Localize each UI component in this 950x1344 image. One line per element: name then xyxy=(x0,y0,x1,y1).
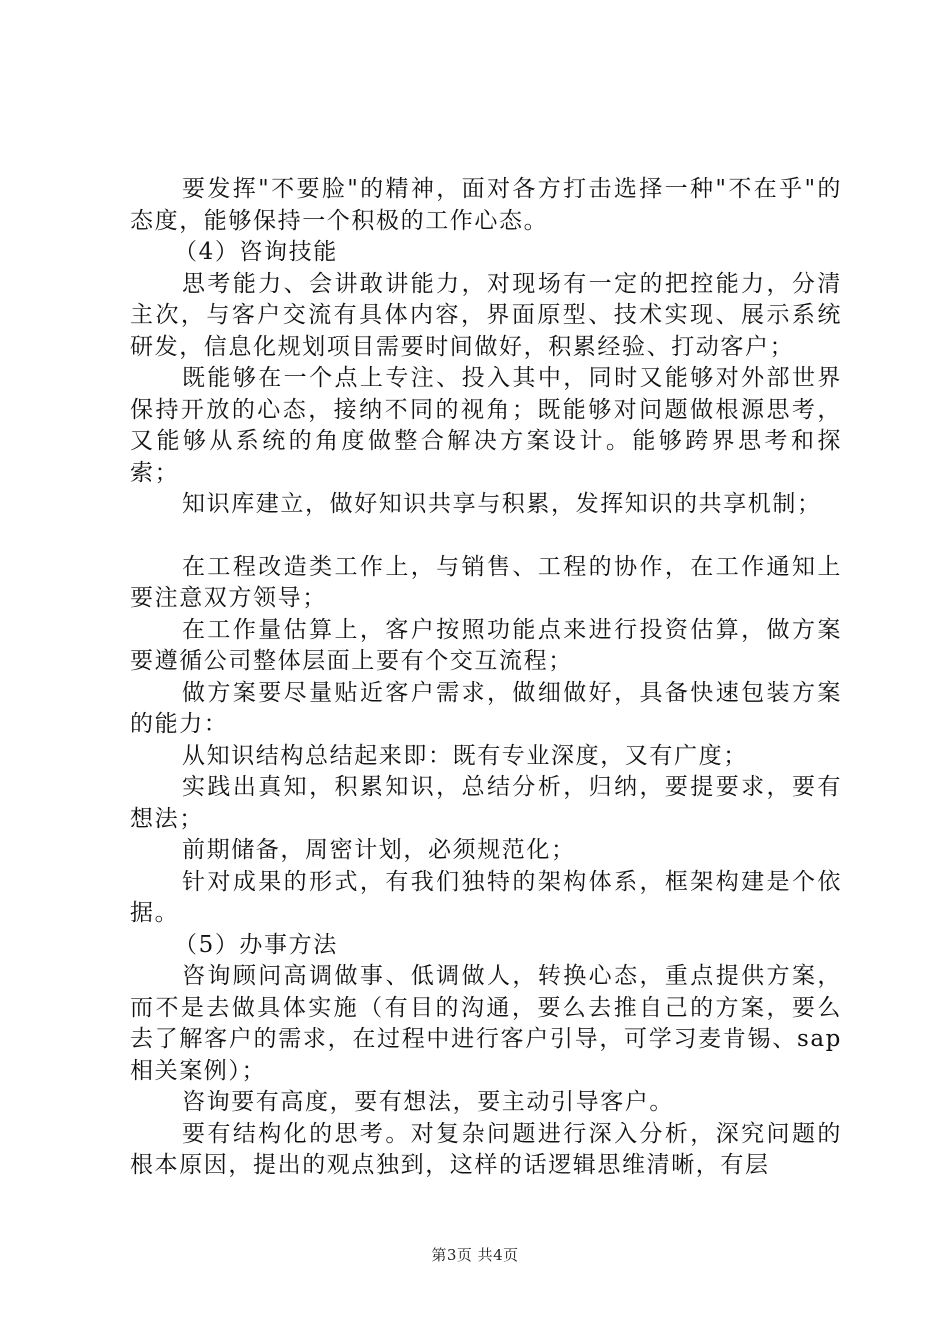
paragraph-framework: 针对成果的形式，有我们独特的架构体系，框架构建是个依据。 xyxy=(130,868,842,926)
paragraph-engineering-collab: 在工程改造类工作上，与销售、工程的协作，在工作通知上要注意双方领导； xyxy=(130,553,842,611)
paragraph-client-needs: 做方案要尽量贴近客户需求，做细做好，具备快速包装方案的能力： xyxy=(130,679,842,737)
paragraph-focus-openness: 既能够在一个点上专注、投入其中，同时又能够对外部世界保持开放的心态，接纳不同的视角；既能够对问题做根源思考，又能够从系统的角度做整合解决方案设计。能够跨界思考和探索； xyxy=(130,365,842,486)
section-heading-consulting-skills: （4）咨询技能 xyxy=(174,239,338,265)
paragraph-knowledge-base: 知识库建立，做好知识共享与积累，发挥知识的共享机制； xyxy=(182,491,822,517)
paragraph-preparation: 前期储备，周密计划，必须规范化； xyxy=(182,837,576,863)
paragraph-structured-thinking: 要有结构化的思考。对复杂问题进行深入分析，深究问题的根本原因，提出的观点独到，这样的话逻辑思维清晰，有层 xyxy=(130,1120,842,1178)
paragraph-practice: 实践出真知，积累知识，总结分析，归纳，要提要求，要有想法； xyxy=(130,774,842,832)
document-body xyxy=(130,174,842,1182)
paragraph-thinking-ability: 思考能力、会讲敢讲能力，对现场有一定的把控能力，分清主次，与客户交流有具体内容，界面原型、技术实现、展示系统研发，信息化规划项目需要时间做好，积累经验、打动客户； xyxy=(130,270,842,360)
page-footer: 第3页 共4页 xyxy=(431,1246,519,1264)
paragraph-consultant-attitude: 咨询顾问高调做事、低调做人，转换心态，重点提供方案，而不是去做具体实施（有目的沟通，要么去推自己的方案，要么去了解客户的需求，在过程中进行客户引导，可学习麦肯锡、sap 相关案例）； xyxy=(130,963,842,1084)
paragraph-guide-client: 咨询要有高度，要有想法，要主动引导客户。 xyxy=(182,1089,674,1115)
paragraph-attitude: 要发挥"不要脸"的精神，面对各方打击选择一种"不在乎"的态度，能够保持一个积极的工作心态。 xyxy=(130,176,842,234)
paragraph-spacer xyxy=(130,521,842,552)
paragraph-workload-estimate: 在工作量估算上，客户按照功能点来进行投资估算，做方案要遵循公司整体层面上要有个交互流程； xyxy=(130,616,842,674)
section-heading-methods: （5）办事方法 xyxy=(174,931,338,958)
paragraph-knowledge-structure: 从知识结构总结起来即：既有专业深度，又有广度； xyxy=(182,742,748,769)
